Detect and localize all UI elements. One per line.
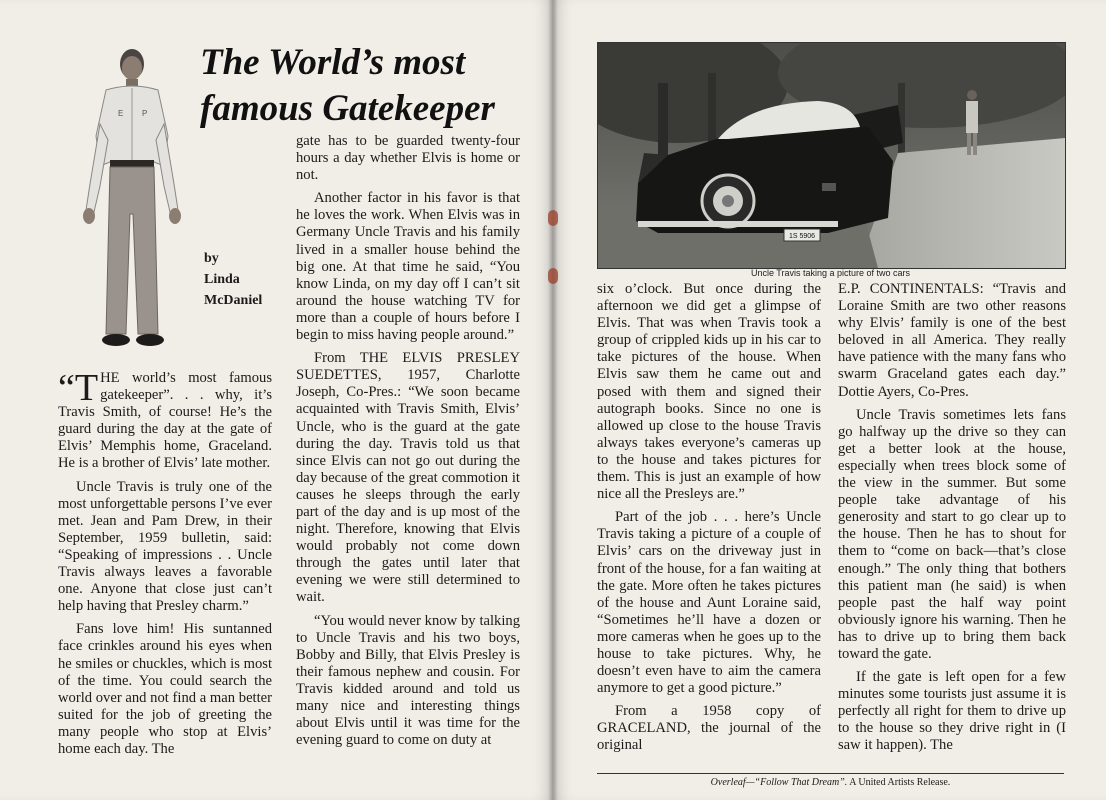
paragraph: Uncle Travis sometimes lets fans go halfway up the drive so they can get a better look at the house, especially when trees block some of the view in the summer. But some people take advantage of his generosity and start to go clear up to the house. Then he has to shout for them to “come on back—that’s close enough.” The only thing that bothers this patient man (he said) is when people past the half way point obviously ignore his warning. Then he has to drive up to bring them back toward the gate.: [838, 406, 1066, 662]
drop-cap: “T: [58, 370, 99, 409]
photo-cars-driveway: [597, 42, 1066, 269]
paragraph: gate has to be guarded twenty-four hours a day whether Elvis is home or not.: [296, 133, 520, 184]
staple-mark: [548, 268, 558, 284]
svg-text:P: P: [142, 109, 148, 118]
column-1: [58, 370, 272, 790]
paragraph: six o’clock. But once during the afternoon we did get a glimpse of Elvis. That was when Travis took a group of crippled kids up in his car to take pictures of the house. When Elvis saw them he came out and posed with them and signed their autograph books. Since no one is allowed up close to the house Travis always takes everyone’s cameras up to the house and takes pictures for them. This is just an example of how nice all the Presleys are.”: [597, 281, 821, 503]
paragraph: E.P. CONTINENTALS: “Travis and Loraine Smith are two other reasons why Elvis’ family is one of the best beloved in all America. They really have patience with the many fans who swarm Graceland gates each day.” Dottie Ayers, Co-Pres.: [838, 281, 1066, 400]
byline-first-name: Linda: [204, 272, 240, 287]
staple-mark: [548, 210, 558, 226]
license-plate-text: 1S 5906: [788, 233, 816, 240]
paragraph: From a 1958 copy of GRACELAND, the journal of the original: [597, 703, 821, 754]
gatekeeper-portrait: [72, 44, 192, 354]
book-gutter: [548, 0, 558, 800]
svg-text:E: E: [118, 109, 124, 118]
footer-lead: Overleaf—“Follow That Dream”.: [710, 777, 848, 788]
paragraph: If the gate is left open for a few minutes some tourists just assume it is perfectly all right for them to drive up to the house so they drive right in (I saw it happen). The: [838, 669, 1066, 754]
title-line-1: The World’s most: [200, 42, 466, 83]
column-3: [597, 281, 821, 765]
paragraph: “You would never know by talking to Uncle Travis and his two boys, Bobby and Billy, that Elvis Presley is their famous nephew and cousin. For Travis kidded around and told us many nice and interesting things about Elvis until it was time for the evening guard to come on duty at: [296, 612, 520, 749]
article-title: [200, 40, 540, 132]
column-4: [838, 281, 1066, 765]
paragraph: From THE ELVIS PRESLEY SUEDETTES, 1957, Charlotte Joseph, Co-Pres.: “We soon became acquainted with Travis Smith, Elvis’ Uncle, who is the guard at the gate during the day. Travis told us that since Elvis can not go out during the day because of the great commotion it causes he sleeps through the early part of the day and is up most of the night. Therefore, knowing that Elvis would probably not come down through the gates until later that evening we were still determined to wait.: [296, 350, 520, 606]
footer-rest: A United Artists Release.: [849, 777, 951, 788]
footer-note: [597, 777, 1064, 788]
photo-caption: Uncle Travis taking a picture of two cars: [750, 268, 911, 278]
paragraph: Part of the job . . . here’s Uncle Travis taking a picture of a couple of Elvis’ cars on the driveway just in front of the house, for a fan waiting at the gate. More often he takes pictures of the house and Aunt Loraine said, “Sometimes he’ll have a dozen or more cameras when he goes up to the house to take pictures. Why, he doesn’t even have to aim the camera anymore to get a good picture.”: [597, 509, 821, 697]
byline-last-name: McDaniel: [204, 293, 263, 308]
photo-illustration: [598, 43, 1065, 268]
footer-rule: [597, 773, 1064, 774]
paragraph: Another factor in his favor is that he loves the work. When Elvis was in Germany Uncle Travis and his family lived in a smaller house behind the big one. At that time he said, “You know Linda, on my day off I can’t sit around the house watching TV for more than a couple of hours before I begin to miss having people around.”: [296, 190, 520, 344]
column-2: [296, 133, 520, 790]
byline: [204, 248, 284, 311]
byline-by: by: [204, 251, 219, 266]
paragraph: “THE world’s most famous gatekeeper”. . . why, it’s Travis Smith, of course! He’s the guard during the day at the gate of Elvis’ Memphis home, Graceland. He is a brother of Elvis’ late mother.: [58, 370, 272, 472]
paragraph: Uncle Travis is truly one of the most unforgettable persons I’ve ever met. Jean and Pam Drew, in their September, 1959 bulletin, said: “Speaking of impressions . . Uncle Travis always leaves a favorable one. Anyone that close just can’t help having that Presley charm.”: [58, 478, 272, 615]
title-line-2: famous Gatekeeper: [200, 88, 495, 129]
paragraph: Fans love him! His suntanned face crinkles around his eyes when he smiles or chuckles, which is most of the time. You could search the world over and not find a man better suited for the job of greeting the many people who stop at Elvis’ home each day. The: [58, 621, 272, 757]
